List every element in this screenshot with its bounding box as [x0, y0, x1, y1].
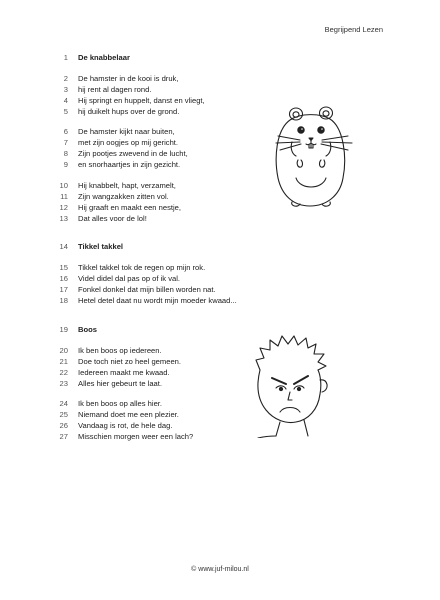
poem-line: [50, 367, 170, 378]
line-text: met zijn oogjes op mij gericht.: [78, 138, 179, 147]
line-text: Zijn pootjes zwevend in de lucht,: [78, 149, 188, 158]
line-number: 2: [63, 74, 68, 83]
line-number: 8: [63, 149, 68, 158]
line-number: 13: [59, 214, 68, 223]
line-number: 20: [59, 346, 68, 355]
line-number: 11: [60, 192, 68, 201]
hamster-illustration: [268, 100, 360, 217]
line-number: 15: [59, 263, 68, 272]
line-number: 26: [59, 421, 68, 430]
line-number: 18: [59, 296, 68, 305]
line-number: 10: [59, 181, 68, 190]
poem-line: [50, 273, 180, 284]
poem-line: [50, 148, 188, 159]
poem-title: Tikkel takkel: [78, 242, 124, 251]
line-number: 7: [63, 138, 68, 147]
line-number: 1: [63, 53, 68, 62]
line-number: 22: [59, 368, 68, 377]
line-number: 23: [59, 379, 68, 388]
line-number: 5: [63, 107, 68, 116]
line-text: Fonkel donkel dat mijn billen worden nat.: [78, 285, 216, 294]
page-header: Begrijpend Lezen: [324, 25, 383, 34]
poem-line: [50, 191, 169, 202]
line-text: Zijn wangzakken zitten vol.: [78, 192, 169, 201]
line-number: 19: [59, 325, 68, 334]
poem-line: [50, 73, 178, 84]
poem-line: [50, 180, 176, 191]
line-text: hij duikelt hups over de grond.: [78, 107, 180, 116]
poem-line: [50, 378, 162, 389]
line-text: Videl didel dal pas op of ik val.: [78, 274, 181, 283]
line-number: 9: [63, 160, 68, 169]
poem-line: [50, 409, 179, 420]
line-text: hij rent al dagen rond.: [78, 85, 152, 94]
line-text: Ik ben boos op alles hier.: [78, 399, 163, 408]
poem-line: [50, 84, 151, 95]
line-number: 21: [59, 357, 68, 366]
line-text: Hetel detel daat nu wordt mijn moeder kwaad...: [78, 296, 237, 305]
line-number: 25: [59, 410, 68, 419]
poem-line: [50, 431, 193, 442]
line-text: Alles hier gebeurt te laat.: [78, 379, 163, 388]
angry-boy-illustration: [246, 334, 338, 443]
page-footer: © www.juf-milou.nl: [191, 566, 249, 573]
line-text: Doe toch niet zo heel gemeen.: [78, 357, 182, 366]
poem-line: [50, 356, 181, 367]
poem-line: [50, 295, 237, 306]
line-text: Misschien morgen weer een lach?: [78, 432, 194, 441]
poem-line: [50, 398, 162, 409]
line-number: 4: [63, 96, 68, 105]
poem-line: [50, 126, 175, 137]
poem-line: [50, 137, 178, 148]
poem-line: [50, 106, 179, 117]
line-text: De hamster in de kooi is druk,: [78, 74, 179, 83]
poem-line: [50, 420, 172, 431]
line-text: Tikkel takkel tok de regen op mijn rok.: [78, 263, 206, 272]
line-text: en snorhaartjes in zijn gezicht.: [78, 160, 181, 169]
poem-line: [50, 159, 180, 170]
line-text: Hij springt en huppelt, danst en vliegt,: [78, 96, 205, 105]
poem-line: [50, 262, 205, 273]
poem-title-knabbelaar: [50, 52, 130, 63]
poem-line: [50, 284, 216, 295]
line-text: Hij graaft en maakt een nestje,: [78, 203, 181, 212]
line-text: Dat alles voor de lol!: [78, 214, 147, 223]
poem-title-boos: [50, 324, 97, 335]
line-text: Ik ben boos op iedereen.: [78, 346, 162, 355]
poem-title-tikkel-takkel: [50, 241, 123, 252]
line-text: Hij knabbelt, hapt, verzamelt,: [78, 181, 176, 190]
line-number: 27: [59, 432, 68, 441]
poem-line: [50, 95, 205, 106]
line-text: Iedereen maakt me kwaad.: [78, 368, 170, 377]
line-number: 16: [59, 274, 68, 283]
line-number: 14: [59, 242, 68, 251]
line-text: De hamster kijkt naar buiten,: [78, 127, 175, 136]
poem-line: [50, 202, 181, 213]
line-number: 12: [59, 203, 68, 212]
line-number: 3: [63, 85, 68, 94]
line-number: 17: [59, 285, 68, 294]
poem-line: [50, 345, 162, 356]
line-number: 24: [59, 399, 68, 408]
poem-line: [50, 213, 147, 224]
poem-title: De knabbelaar: [78, 53, 130, 62]
line-text: Vandaag is rot, de hele dag.: [78, 421, 173, 430]
line-text: Niemand doet me een plezier.: [78, 410, 179, 419]
line-number: 6: [63, 127, 68, 136]
poem-title: Boos: [78, 325, 97, 334]
